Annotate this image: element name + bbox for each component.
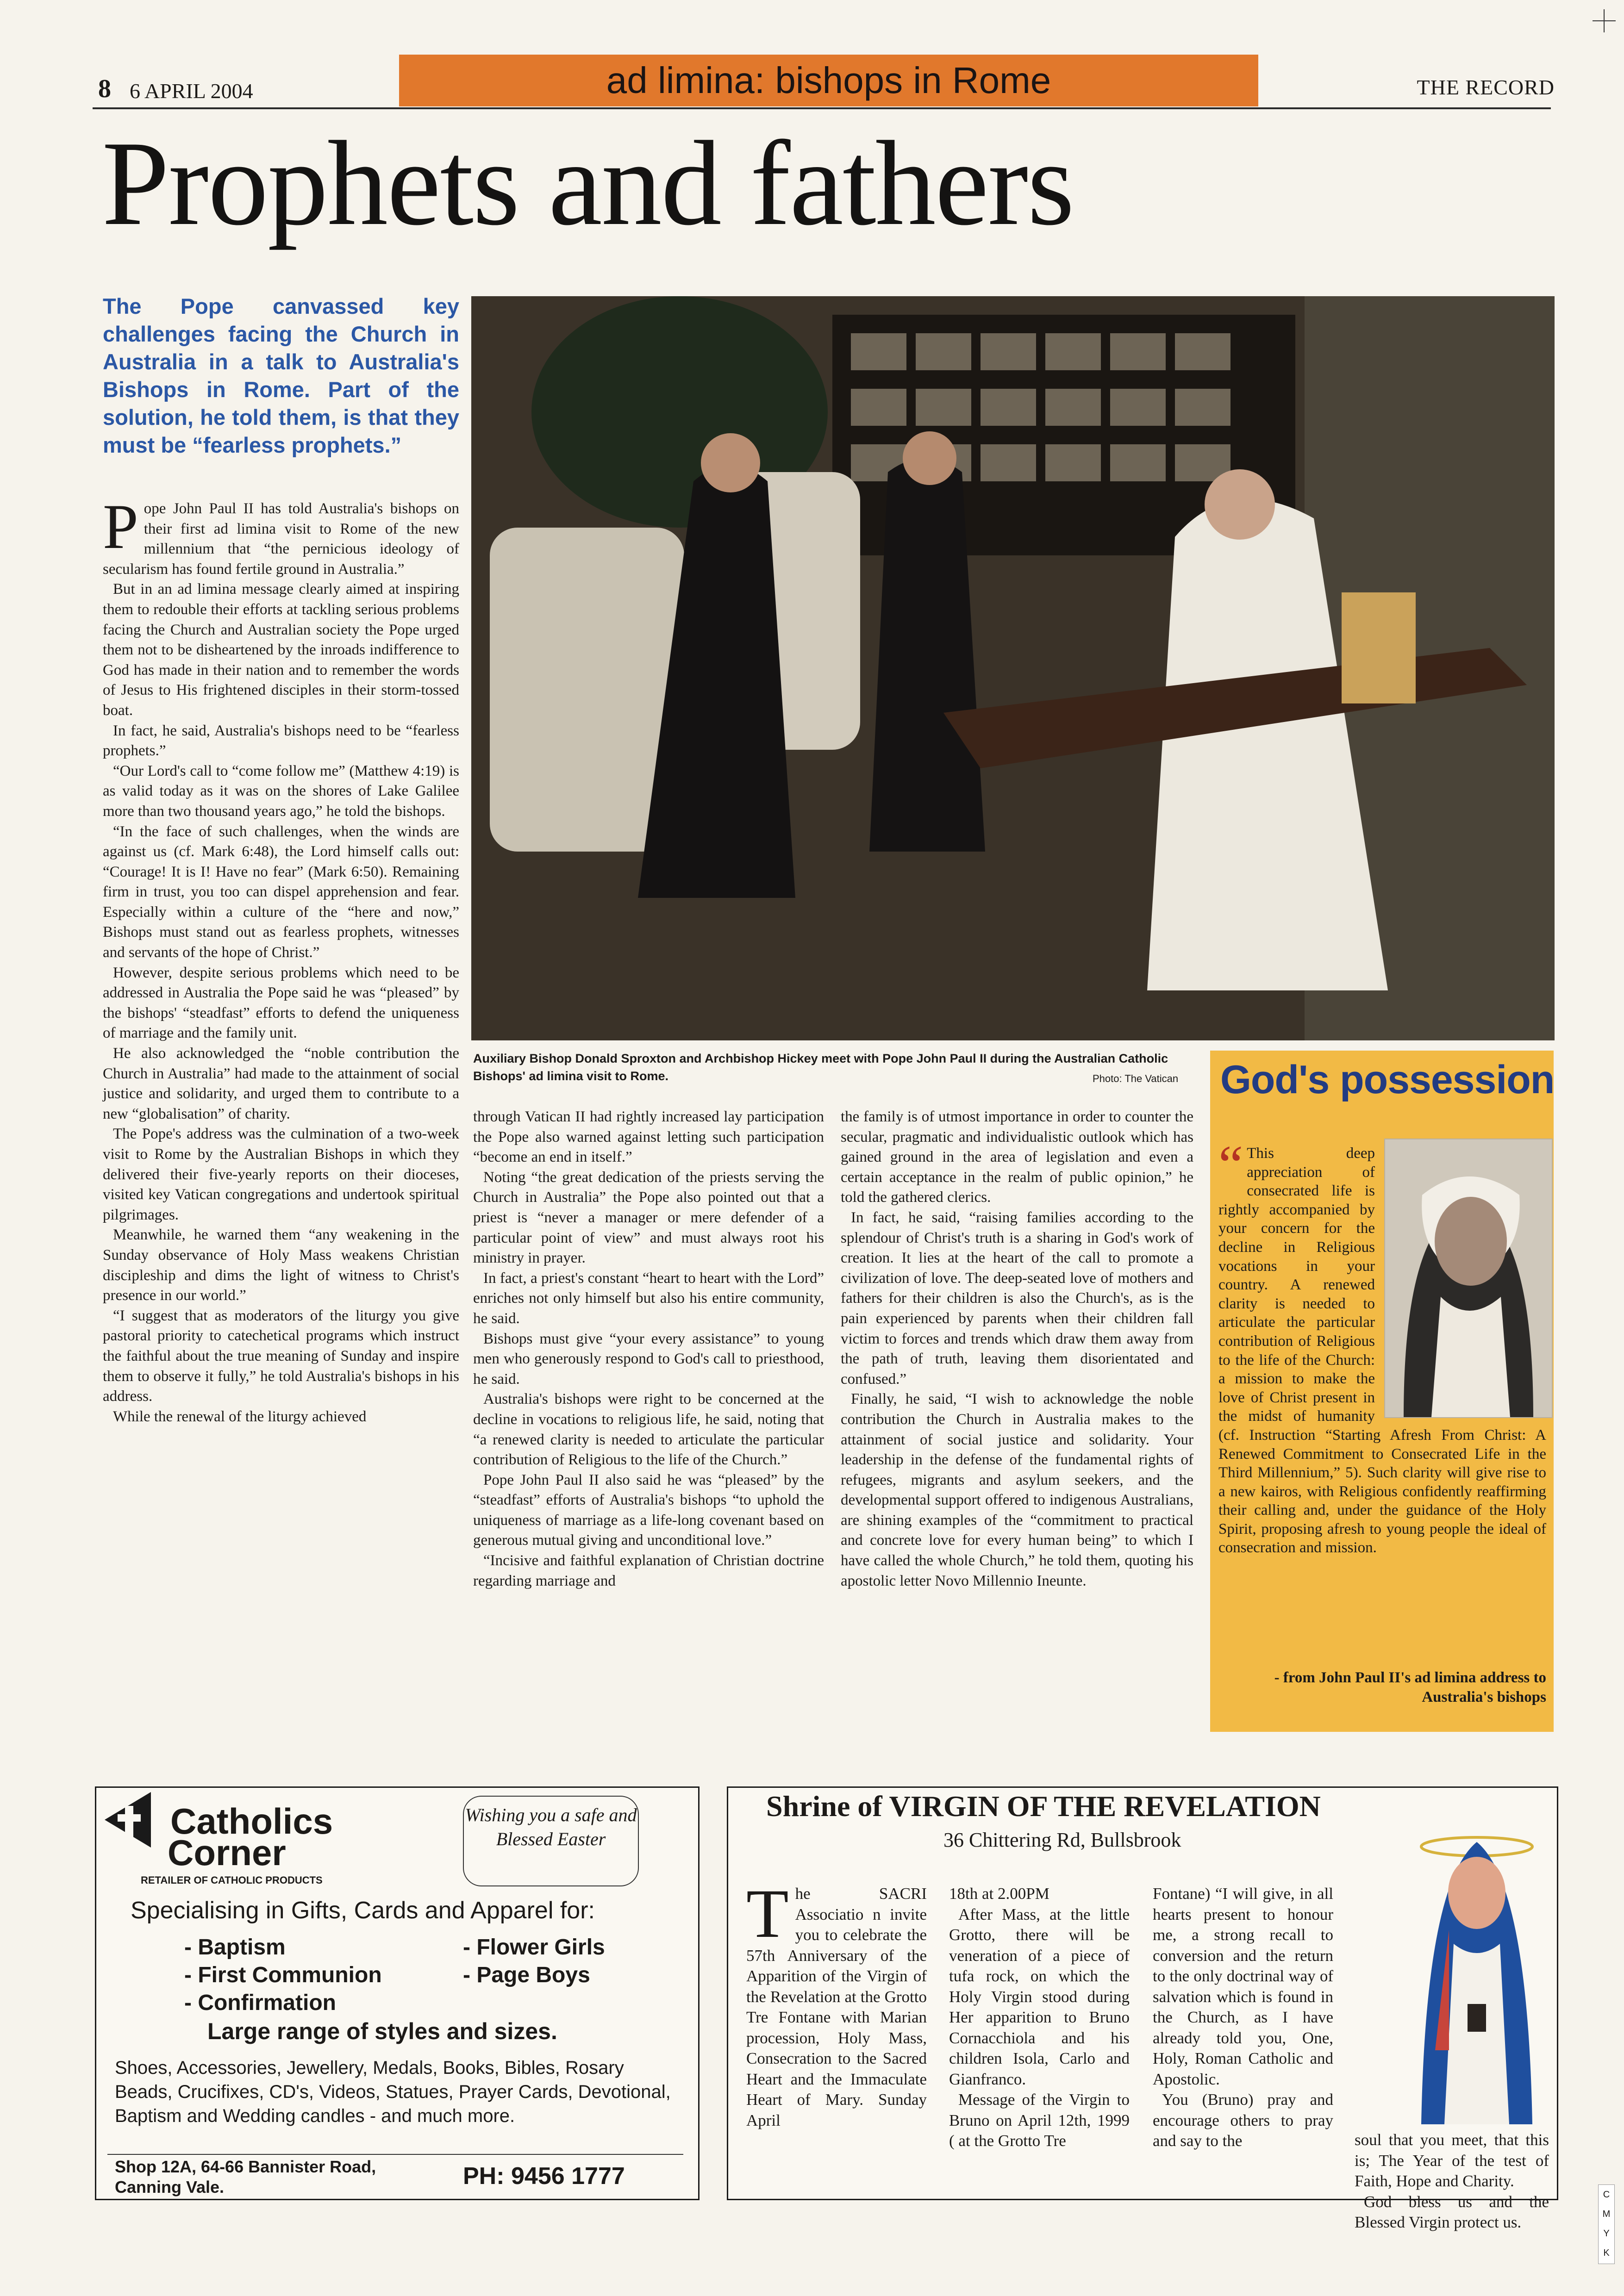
- paragraph: Bishops must give “your every assistance” to young men who generously respond to God's call to priesthood, he said.: [473, 1330, 824, 1388]
- cross-logo-icon: [105, 1792, 151, 1848]
- shrine-address: 36 Chittering Rd, Bullsbrook: [943, 1829, 1181, 1851]
- header-rule: [93, 107, 1551, 109]
- list-item: - Page Boys: [463, 1963, 590, 1987]
- cmyk-letter: K: [1603, 2248, 1610, 2258]
- paragraph: ope John Paul II has told Australia's bishops on their first ad limina visit to Rome of the new millennium that “the pernicious ideology of secularism has found fertile ground in Australia.”: [103, 500, 459, 578]
- paragraph: the family is of utmost importance in order to counter the secular, pragmatic and individualistic outlook which has gained ground in the area of legislation and even a certain acceptance in the realm of public opinion,” he told the gathered clerics.: [841, 1108, 1193, 1206]
- sidebar-title: God's possession: [1220, 1058, 1555, 1102]
- paragraph: “Incisive and faithful explanation of Christian doctrine regarding marriage and: [473, 1552, 824, 1589]
- paragraph: “I suggest that as moderators of the liturgy you give pastoral priority to catechetical programs which instruct the faithful about the true meaning of Sunday and inspire them to observe it fully,” he told Australia's bishops in his address.: [103, 1307, 459, 1405]
- paragraph: While the renewal of the liturgy achieved: [113, 1408, 367, 1425]
- ad-tagline: RETAILER OF CATHOLIC PRODUCTS: [141, 1874, 323, 1886]
- sidebar-byline: - from John Paul II's ad limina address to Australia's bishops: [1274, 1669, 1546, 1705]
- paragraph: Australia's bishops were right to be concerned at the decline in vocations to religious life, he said, noting that “a renewed clarity is needed to articulate the particular contribution of Religious to the life of the Church.”: [473, 1391, 824, 1468]
- photo-caption: Auxiliary Bishop Donald Sproxton and Archbishop Hickey meet with Pope John Paul II during the Australian Catholic Bishops' ad limina visit to Rome.: [473, 1052, 1168, 1083]
- ad-logo-text: Corner: [168, 1832, 286, 1873]
- cmyk-letter: C: [1603, 2190, 1610, 2200]
- sidebar-quote-text: This deep appreciation of consecrated life is rightly accompanied by your concern for the decline in Religious vocations in your country. A renewed clarity is needed to articulate the particular contribution of Religious to the life of the Church: a mission to make the love of Christ present in the midst of humanity (cf. Instruction “Starting Afresh From Christ: A Renewed Commitment to Consecrated Life in the Third Millennium,” 5). Such clarity will give rise to a new kairos, with Religious confidently reaffirming their calling and, under the guidance of the Holy Spirit, proposing afresh to young people the ideal of consecration and mission.: [1218, 1145, 1546, 1556]
- paragraph: Fontane) “I will give, in all hearts present to honour me, a strong recall to conversion and the return to the only doctrinal way of salvation which is found in the Church, as I have already told you, One, Holy, Roman Catholic and Apostolic.: [1153, 1885, 1333, 2088]
- paragraph: You (Bruno) pray and encourage others to pray and say to the: [1153, 2091, 1333, 2150]
- paragraph: he SACRI Associatio n invite you to celebrate the 57th Anniversary of the Apparition of the Virgin of the Revelation at the Grotto Tre Fontane with Marian procession, Holy Mass, Consecration to the Sacred Heart and the Immaculate Heart of Mary. Sunday April: [746, 1885, 927, 2129]
- ad-description: Shoes, Accessories, Jewellery, Medals, Books, Bibles, Rosary Beads, Crucifixes, CD's, Videos, Statues, Prayer Cards, Devotional, Baptism and Wedding candles - and much more.: [115, 2058, 671, 2126]
- drop-cap: P: [103, 491, 138, 562]
- paragraph: Finally, he said, “I wish to acknowledge the noble contribution the Church in Australia makes to the attainment of social justice and solidarity. Your leadership in the defense of the fundamental rights of refugees, migrants and asylum seekers, and the developmental support offered to indigenous Australians, are shining examples of the “commitment to practical and concrete love for every human being” to which I have called the whole Church,” he told them, quoting his apostolic letter Novo Millennio Ineunte.: [841, 1391, 1193, 1589]
- article-column-2: [473, 1107, 824, 1591]
- paragraph: In fact, a priest's constant “heart to heart with the Lord” enriches not only himself but also his entire community, he said.: [473, 1269, 824, 1327]
- photo-credit: Photo: The Vatican: [1093, 1073, 1179, 1084]
- registration-mark-icon: [1593, 9, 1616, 32]
- paragraph: After Mass, at the little Grotto, there will be veneration of a piece of tufa rock, on which the Holy Virgin stood during Her apparition to Bruno Cornacchiola and his children Isola, Carlo and Gianfranco.: [949, 1905, 1130, 2088]
- article-column-1: [103, 491, 459, 1427]
- ad-list-right: [463, 1934, 605, 1989]
- section-kicker: ad limina: bishops in Rome: [399, 55, 1258, 106]
- shrine-column-3: [1153, 1884, 1333, 2152]
- address-line: Shop 12A, 64-66 Bannister Road,: [115, 2157, 376, 2176]
- photo-illustration: [471, 296, 1555, 1040]
- cmyk-letter: Y: [1603, 2228, 1610, 2239]
- masthead: THE RECORD: [1417, 75, 1555, 99]
- paragraph: through Vatican II had rightly increased lay participation the Pope also warned against letting such participation “become an end in itself.”: [473, 1108, 824, 1166]
- virgin-statue-image: [1407, 1791, 1546, 2124]
- paragraph: But in an ad limina message clearly aimed at inspiring them to redouble their efforts at tackling serious problems facing the Church and Australian society the Pope urged them not to be disheartened by the inroads indifference to God has made in their nation and to remember the words of Jesus to His frightened disciples in their storm-tossed boat.: [103, 581, 459, 719]
- paragraph: He also acknowledged the “noble contribution the Church in Australia” had made to the attainment of social justice and solidarity, and urged them to contribute to a new “globalisation” of charity.: [103, 1045, 459, 1122]
- ad-specialising: Specialising in Gifts, Cards and Apparel for:: [131, 1897, 595, 1924]
- shrine-title: Shrine of VIRGIN OF THE REVELATION: [766, 1790, 1321, 1823]
- list-item: - Flower Girls: [463, 1935, 605, 1960]
- paragraph: “Our Lord's call to “come follow me” (Matthew 4:19) is as valid today as it was on the shores of Lake Galilee more than two thousand years ago,” he told the bishops.: [103, 762, 459, 820]
- list-item: - Baptism: [184, 1935, 286, 1960]
- paragraph: However, despite serious problems which need to be addressed in Australia the Pope said he was “pleased” by the bishops' “steadfast” efforts to defend the uniqueness of marriage and the family unit.: [103, 964, 459, 1042]
- cmyk-letter: M: [1602, 2209, 1611, 2219]
- paragraph: In fact, he said, “raising families according to the splendour of Christ's truth is a sharing in God's work of creation. It lies at the heart of the call to promote a civilization of love. The deep-seated love of mothers and fathers for their children is also the Church's, as is the pain experienced by parents when their children fall victim to forces and trends which draw them away from the path of truth, leaving them disorientated and confused.”: [841, 1209, 1193, 1388]
- paragraph: Noting “the great dedication of the priests serving the Church in Australia” the Pope also pointed out that a priest is “never a manager or mere defender of a particular point of view” and must always root his ministry in prayer.: [473, 1169, 824, 1267]
- sidebar-quote: [1218, 1134, 1546, 1557]
- list-item: - Confirmation: [184, 1991, 336, 2015]
- address-line: Canning Vale.: [115, 2178, 225, 2196]
- news-photo: [471, 296, 1555, 1040]
- list-item: - First Communion: [184, 1963, 382, 1987]
- ad-range: Large range of styles and sizes.: [207, 2018, 557, 2044]
- paragraph: Pope John Paul II also said he was “pleased” by the “steadfast” efforts of Australia's bishops “to uphold the uniqueness of marriage as a life-long covenant based on generous mutual giving and unconditional love.”: [473, 1471, 824, 1549]
- standfirst: The Pope canvassed key challenges facing the Church in Australia in a talk to Australia's Bishops in Rome. Part of the solution, he told them, is that they must be “fearless prophets.”: [103, 294, 459, 457]
- ad-logo-text: Catholics: [170, 1801, 333, 1842]
- paragraph: In fact, he said, Australia's bishops need to be “fearless prophets.”: [103, 722, 459, 759]
- ad-address: [115, 2157, 376, 2197]
- cmyk-color-bar: [1598, 2184, 1615, 2264]
- drop-cap: T: [746, 1875, 789, 1952]
- page-number: 8: [98, 75, 111, 103]
- paragraph: “In the face of such challenges, when the winds are against us (cf. Mark 6:48), the Lord himself calls out: “Courage! It is I! Have no fear” (Mark 6:50). Remaining firm in trust, you too can dispel apprehension and fear. Especially within a culture of the “here and now,” Bishops must stand out as fearless prophets, witnesses and servants of the hope of Christ.”: [103, 823, 459, 961]
- paragraph: soul that you meet, that this is; The Year of the test of Faith, Hope and Charity.: [1355, 2131, 1549, 2190]
- ad-list-left: [184, 1934, 382, 2017]
- quote-mark: “: [1218, 1134, 1243, 1195]
- paragraph: 18th at 2.00PM: [949, 1885, 1049, 1903]
- paragraph: Message of the Virgin to Bruno on April 12th, 1999 ( at the Grotto Tre: [949, 2091, 1130, 2150]
- shrine-column-2: [949, 1884, 1130, 2152]
- issue-date: 6 APRIL 2004: [130, 79, 253, 103]
- ad-phone: PH: 9456 1777: [463, 2163, 625, 2190]
- easter-wish: Wishing you a safe and Blessed Easter: [463, 1796, 639, 1886]
- article-column-3: [841, 1107, 1193, 1591]
- shrine-column-1: [746, 1875, 927, 2131]
- paragraph: The Pope's address was the culmination of a two-week visit to Rome by the Australian Bishops in which they delivered their five-yearly reports on their dioceses, visited key Vatican congregations and undertook spiritual pilgrimages.: [103, 1126, 459, 1223]
- shrine-column-4: [1355, 2130, 1549, 2233]
- headline: Prophets and fathers: [102, 116, 1074, 250]
- paragraph: Meanwhile, he warned them “any weakening in the Sunday observance of Holy Mass weakens Christian discipleship and dims the light of witness to Christ's presence in our world.”: [103, 1226, 459, 1304]
- paragraph: God bless us and the Blessed Virgin protect us.: [1355, 2192, 1549, 2231]
